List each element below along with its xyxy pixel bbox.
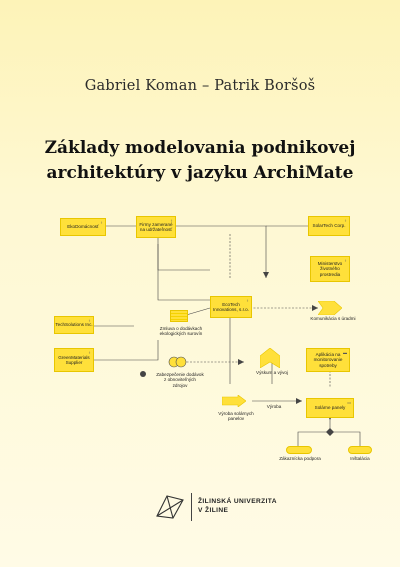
label-zmluva: Zmluva o dodávkach ekologických surovín — [159, 326, 203, 337]
element-label: Firmy zamerané na udržateľnosť — [139, 221, 173, 232]
element-ministerstvo — [310, 256, 350, 282]
element-solarne-panely — [306, 398, 354, 418]
actor-icon: ♀ — [170, 218, 173, 223]
label-zakaznicka: Zákaznícka podpora — [279, 456, 321, 461]
interaction-shape — [168, 356, 188, 368]
event-shape — [318, 301, 342, 315]
element-zakaznicka — [286, 446, 312, 454]
element-ecotech — [210, 296, 252, 318]
actor-icon: ♀ — [88, 318, 91, 323]
process-shape — [222, 395, 246, 407]
element-label: EkoDomácnosť — [67, 224, 99, 230]
label-zabezpecenie: Zabezpečenie dodávok z obnoviteľných zdrojov — [156, 372, 204, 388]
element-aplikacia — [306, 348, 350, 372]
label-instalacia: Inštalácia — [350, 456, 370, 461]
element-firmy — [136, 216, 176, 238]
label-vyroba: Výroba — [266, 404, 282, 409]
archimate-diagram — [40, 208, 380, 488]
element-techsolutions — [54, 316, 94, 334]
application-icon: ▬ — [343, 350, 347, 355]
element-label: SolarTech Corp. — [312, 223, 346, 229]
university-name — [198, 497, 277, 515]
university-line-2: V ŽILINE — [198, 507, 229, 514]
label-vyroba-panelov: Výroba solárnych panelov — [218, 411, 254, 422]
element-label: Aplikácia na monitorovanie spotreby — [313, 351, 343, 368]
actor-icon: ♀ — [100, 220, 103, 225]
element-greenmaterials — [54, 348, 94, 372]
title-line-2: architektúry v jazyku ArchiMate — [46, 163, 354, 183]
actor-icon: ♀ — [88, 350, 91, 355]
element-ekodomacnost — [60, 218, 106, 236]
label-komunikacia: Komunikácia s úradmi — [310, 316, 356, 321]
product-icon: ▭ — [347, 400, 351, 405]
element-zmluva — [170, 310, 188, 322]
book-title — [0, 136, 400, 186]
element-label: EcoTech Innovations, s.r.o. — [212, 301, 249, 312]
actor-icon: ♀ — [246, 298, 249, 303]
title-line-1: Základy modelovania podnikovej — [44, 138, 356, 158]
footer-divider — [191, 493, 192, 521]
actor-icon: ♀ — [344, 218, 347, 223]
university-logo-icon — [153, 492, 187, 522]
junction-shape — [136, 368, 150, 380]
authors: Gabriel Koman – Patrik Boršoš — [84, 78, 316, 94]
label-vyskum: Výskum a vývoj — [256, 370, 288, 375]
university-line-1: ŽILINSKÁ UNIVERZITA — [198, 498, 277, 505]
actor-icon: ♀ — [344, 258, 347, 263]
element-label: Solárne panely — [314, 405, 346, 411]
element-label: GreenMaterials Supplier — [58, 354, 90, 365]
function-shape — [260, 348, 280, 368]
element-label: Ministerstvo životného prostredia — [317, 260, 343, 277]
element-instalacia — [348, 446, 372, 454]
element-solartech — [308, 216, 350, 236]
element-label: TechSolutions Inc. — [55, 322, 93, 328]
